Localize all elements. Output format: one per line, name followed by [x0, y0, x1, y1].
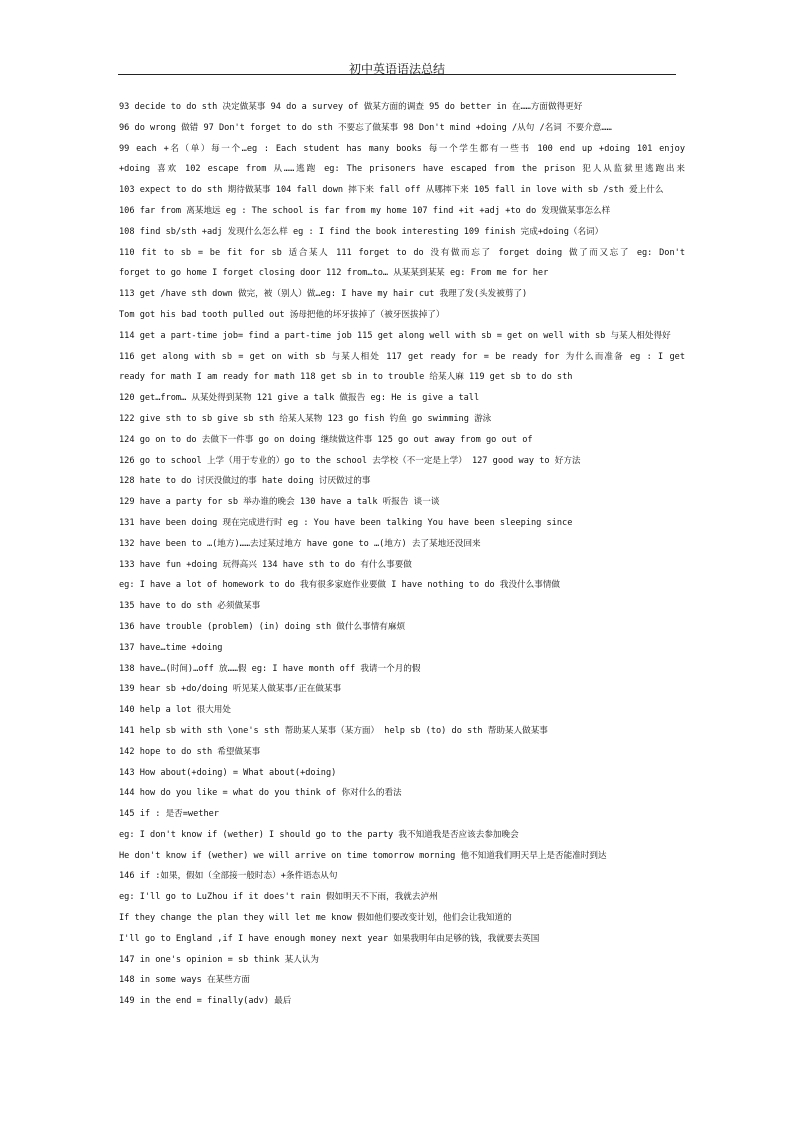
text-line: 148 in some ways 在某些方面: [119, 975, 250, 986]
text-line: 142 hope to do sth 希望做某事: [119, 746, 261, 757]
text-line: 120 get…from… 从某处得到某物 121 give a talk 做报告 eg: He is give a tall: [119, 393, 480, 404]
text-line: 129 have a party for sb 举办谁的晚会 130 have a talk 听报告 谈一谈: [119, 497, 440, 508]
text-line: 149 in the end = finally(adv) 最后: [119, 996, 292, 1007]
text-line: 124 go on to do 去做下一件事 go on doing 继续做这件事 125 go out away from go out of: [119, 434, 533, 445]
text-line: 137 have…time +doing: [119, 642, 223, 653]
text-line: 139 hear sb +do/doing 听见某人做某事/正在做某事: [119, 684, 342, 695]
text-line: 144 how do you like = what do you think of 你对什么的看法: [119, 788, 402, 799]
text-line: 143 How about(+doing) = What about(+doing): [119, 767, 337, 778]
text-line: I'll go to England ,if I have enough money next year 如果我明年由足够的钱，我就要去英国: [119, 933, 540, 944]
text-line: 99 each +名（单）每一个…eg : Each student has many books 每一个学生都有一些书 100 end up +doing 101 enjoy: [119, 143, 685, 154]
text-line: 133 have fun +doing 玩得高兴 134 have sth to do 有什么事要做: [119, 559, 412, 570]
page-header: [118, 56, 676, 75]
text-line: 140 help a lot 很大用处: [119, 705, 231, 716]
text-line: 108 find sb/sth +adj 发现什么怎么样 eg : I find the book interesting 109 finish 完成+doing（名词）: [119, 226, 604, 237]
text-line: 132 have been to …(地方)……去过某过地方 have gone to …(地方) 去了某地还没回来: [119, 538, 481, 549]
text-line: 110 fit to sb = be fit for sb 适合某人 111 forget to do 没有做而忘了 forget doing 做了而又忘了 eg: Don't: [119, 247, 685, 258]
text-line: 114 get a part-time job= find a part-time job 115 get along well with sb = get on well with sb 与某人相处得好: [119, 330, 671, 341]
text-line: 116 get along with sb = get on with sb 与某人相处 117 get ready for = be ready for 为什么而准备 eg : I get: [119, 351, 685, 362]
text-line: 106 far from 离某地远 eg : The school is far from my home 107 find +it +adj +to do 发现做某事怎么样: [119, 205, 611, 216]
text-line: eg: I'll go to LuZhou if it does't rain 假如明天不下雨，我就去泸州: [119, 892, 438, 903]
text-line: 96 do wrong 做错 97 Don't forget to do sth 不要忘了做某事 98 Don't mind +doing /从句 /名词 不要介意……: [119, 122, 612, 133]
text-line: 122 give sth to sb give sb sth 给某人某物 123 go fish 钓鱼 go swimming 游泳: [119, 413, 492, 424]
text-line: +doing 喜欢 102 escape from 从……逃跑 eg: The prisoners have escaped from the prison 犯人从监狱里逃跑出来: [119, 164, 685, 175]
text-line: 135 have to do sth 必须做某事: [119, 601, 261, 612]
text-line: eg: I don't know if (wether) I should go to the party 我不知道我是否应该去参加晚会: [119, 829, 519, 840]
text-line: 136 have trouble (problem) (in) doing sth 做什么事情有麻烦: [119, 621, 406, 632]
text-line: 146 if :如果，假如（全部接一般时态）+条件语态从句: [119, 871, 338, 882]
text-line: He don't know if (wether) we will arrive on time tomorrow morning 他不知道我们明天早上是否能准时到达: [119, 850, 607, 861]
text-line: Tom got his bad tooth pulled out 汤母把他的坏牙拔掉了（被牙医拔掉了）: [119, 309, 445, 320]
text-line: 141 help sb with sth \one's sth 帮助某人某事（某方面） help sb (to) do sth 帮助某人做某事: [119, 725, 548, 736]
text-line: forget to go home I forget closing door 112 from…to… 从某某到某某 eg: From me for her: [119, 268, 549, 279]
text-line: If they change the plan they will let me know 假如他们要改变计划，他们会让我知道的: [119, 913, 512, 924]
text-line: eg: I have a lot of homework to do 我有很多家庭作业要做 I have nothing to do 我没什么事情做: [119, 580, 561, 591]
text-line: 138 have…(时间)…off 放……假 eg: I have month off 我请一个月的假: [119, 663, 421, 674]
document-body: [119, 97, 685, 1012]
text-line: 126 go to school 上学（用于专业的）go to the school 去学校（不一定是上学） 127 good way to 好方法: [119, 455, 581, 466]
text-line: 103 expect to do sth 期待做某事 104 fall down 摔下来 fall off 从哪摔下来 105 fall in love with sb /sth 爱上什么: [119, 185, 664, 196]
page-title: 初中英语语法总结: [348, 62, 445, 76]
text-line: ready for math I am ready for math 118 get sb in to trouble 给某人麻 119 get sb to do sth: [119, 372, 573, 383]
text-line: 145 if : 是否=wether: [119, 809, 219, 820]
text-line: 93 decide to do sth 决定做某事 94 do a survey of 做某方面的调查 95 do better in 在……方面做得更好: [119, 102, 583, 112]
text-line: 147 in one's opinion = sb think 某人认为: [119, 954, 319, 965]
text-line: 131 have been doing 现在完成进行时 eg : You have been talking You have been sleeping since: [119, 517, 573, 528]
text-line: 113 get /have sth down 做完，被（别人）做…eg: I have my hair cut 我理了发(头发被剪了): [119, 289, 528, 300]
text-line: 128 hate to do 讨厌没做过的事 hate doing 讨厌做过的事: [119, 476, 371, 487]
